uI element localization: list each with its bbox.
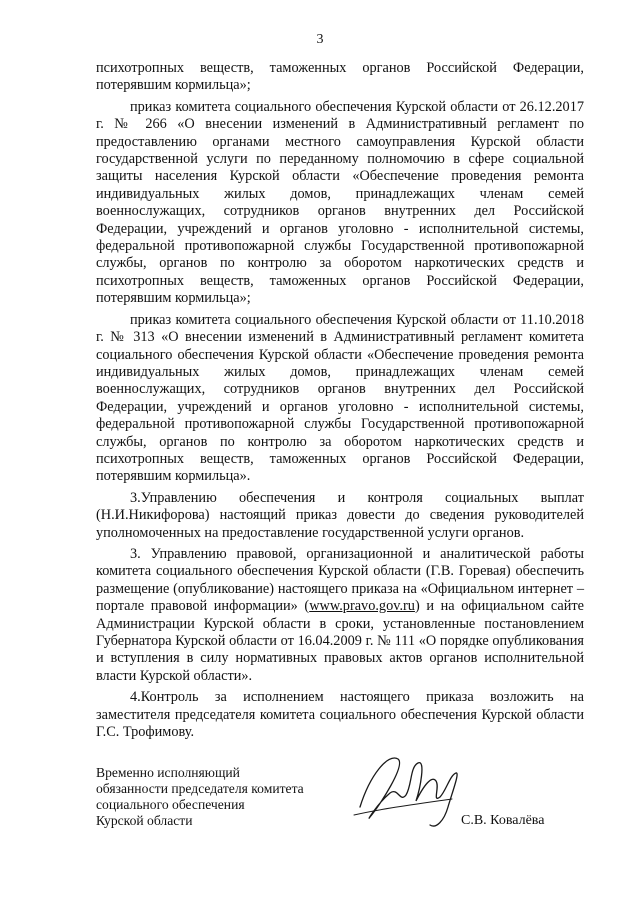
paragraph-item-3-payments: 3.Управлению обеспечения и контроля социальных выплат (Н.И.Никифорова) настоящий приказ довести до сведения руководителей уполномоченных на предоставление государственной услуги органов. [96,489,584,541]
paragraph-order-266: приказ комитета социального обеспечения Курской области от 26.12.2017 г. № 266 «О внесении изменений в Административный регламент по предоставлению органами местного самоуправления Курской области государственной услуги по переданному полномочию в сфере социальной защиты населения Курской области «Обеспечение проведения ремонта индивидуальных жилых домов, принадлежащих членам семей военнослужащих, сотрудников органов внутренних дел Российской Федерации, учреждений и органов уголовно - исполнительной системы, федеральной противопожарной службы Государственной противопожарной службы, органов по контролю за оборотом наркотических средств и психотропных веществ, таможенных органов Российской Федерации, потерявшим кормильца»; [96,98,584,307]
paragraph-item-4-control: 4.Контроль за исполнением настоящего приказа возложить на заместителя председателя комитета социального обеспечения Курской области Г.С. Трофимову. [96,689,584,741]
paragraph-item-3-publication [96,546,584,685]
paragraph-order-313: приказ комитета социального обеспечения Курской области от 11.10.2018 г. № 313 «О внесении изменений в Административный регламент комитета социального обеспечения Курской области «Обеспечение проведения ремонта индивидуальных жилых домов, принадлежащих членам семей военнослужащих, сотрудников органов внутренних дел Российской Федерации, учреждений и органов уголовно - исполнительной системы, федеральной противопожарной службы Государственной противопожарной службы, органов по контролю за оборотом наркотических средств и психотропных веществ, таможенных органов Российской Федерации, потерявшим кормильца». [96,311,584,485]
document-body [96,60,584,747]
page-number: 3 [316,32,324,47]
signatory-title-line: Временно исполняющий [96,765,240,780]
paragraph-continuation: психотропных веществ, таможенных органов Российской Федерации, потерявшим кормильца»; [96,60,584,94]
pravo-link[interactable]: www.pravo.gov.ru [309,598,415,615]
publication-text-part-2: ) и на официальном сайте Администрации Курской области в сроки, установленные постановлением Губернатора Курской области от 16.04.2009 г. № 111 «О порядке опубликования и вступления в силу нормативных правовых актов органов исполнительной власти Курской области». [96,598,584,684]
signatory-title-line: социального обеспечения [96,797,245,812]
signatory-title [96,765,304,829]
signatory-name: С.В. Ковалёва [461,813,545,828]
signatory-title-line: обязанности председателя комитета [96,781,304,796]
signatory-title-line: Курской области [96,813,193,828]
publication-text-part-1: 3. Управлению правовой, организационной и аналитической работы комитета социального обеспечения Курской области (Г.В. Горевая) обеспечить размещение (опубликование) настоящего приказа на «Официальном интернет – портале правовой информации» ( [96,545,584,615]
handwritten-signature-icon [340,745,470,835]
